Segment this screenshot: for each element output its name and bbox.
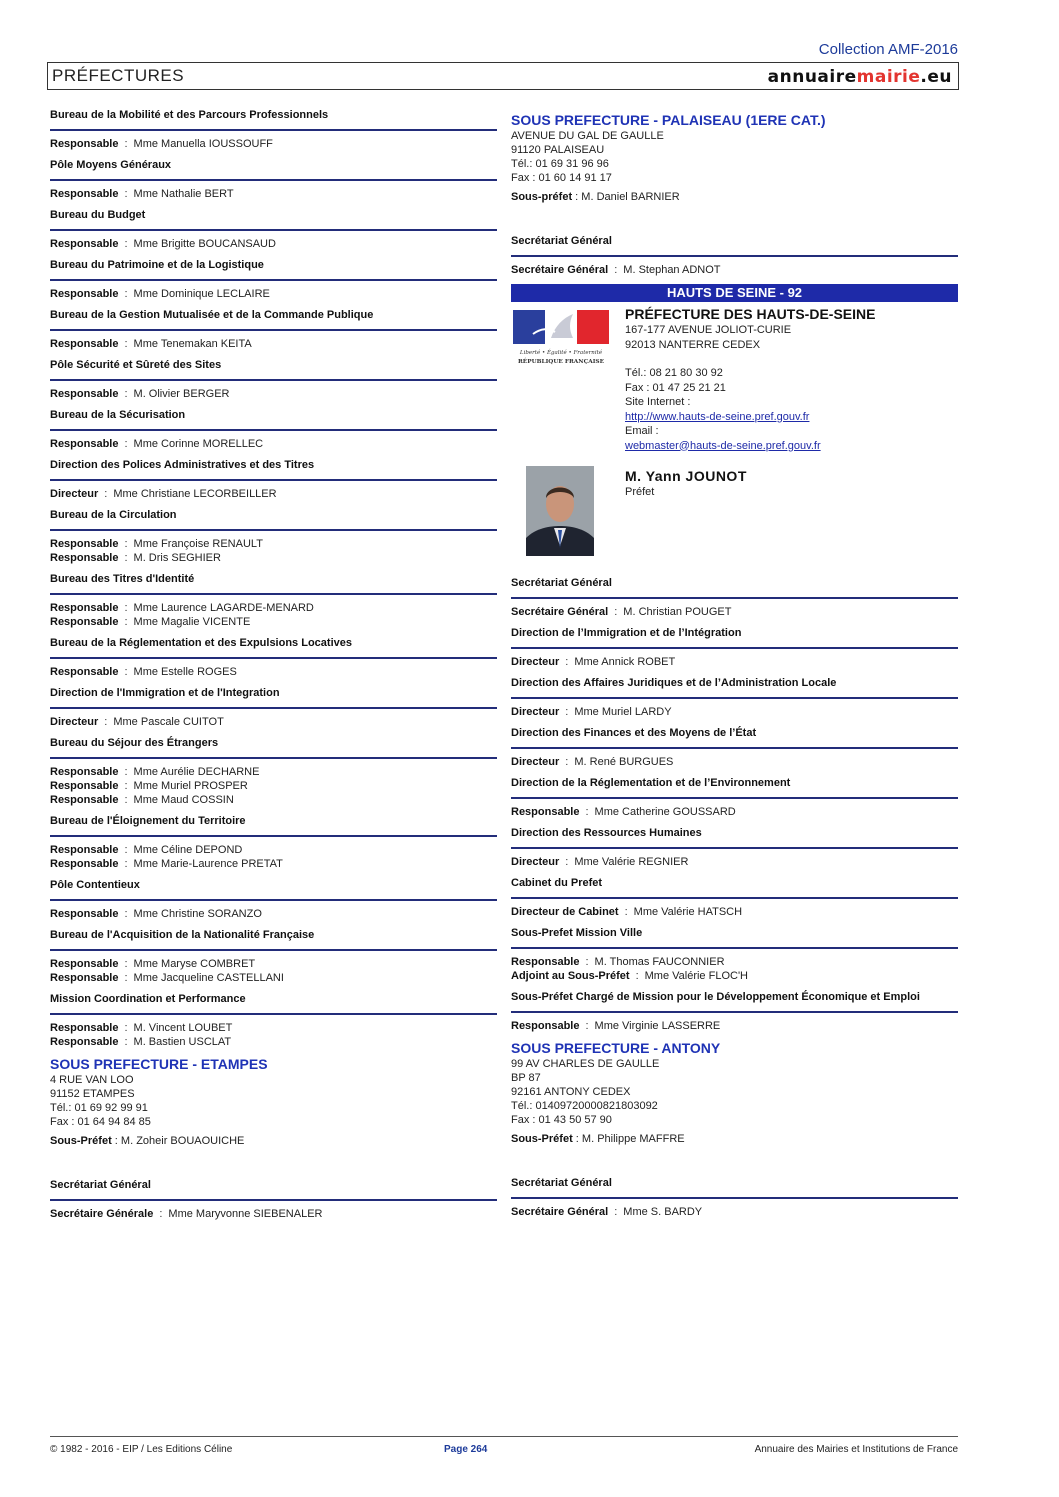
separator: :: [124, 908, 128, 920]
person-name: Mme Maryse COMBRET: [133, 958, 256, 970]
person-name: Mme Nathalie BERT: [133, 188, 234, 200]
person-name: Mme Tenemakan KEITA: [133, 338, 252, 350]
directory-section: [50, 736, 497, 807]
section-title: Bureau des Titres d'Identité: [50, 573, 195, 585]
separator: :: [159, 1208, 163, 1220]
footer-divider: [50, 1436, 958, 1437]
sub-prefecture-sections: [511, 1176, 958, 1219]
person-name: Mme Muriel PROSPER: [133, 780, 248, 792]
left-sections: [50, 108, 497, 1049]
section-divider: [50, 329, 497, 331]
sub-prefecture-sections: [50, 1178, 497, 1221]
separator: :: [614, 606, 618, 618]
directory-section: [511, 576, 958, 619]
section-divider: [50, 529, 497, 531]
section-divider: [50, 757, 497, 759]
person-name: Mme Manuella IOUSSOUFF: [133, 138, 273, 150]
directory-section: [50, 992, 497, 1049]
sous-prefet-role: Sous-préfet: [511, 191, 573, 203]
person-name: Mme Jacqueline CASTELLANI: [133, 972, 284, 984]
person-role: Adjoint au Sous-Préfet: [511, 970, 630, 982]
separator: :: [124, 388, 128, 400]
prefecture-tel: Tél.: 08 21 80 30 92: [625, 367, 723, 379]
address-line: 92161 ANTONY CEDEX: [511, 1086, 631, 1098]
section-title: Direction de l'Immigration et de l'Integration: [50, 687, 280, 699]
person-role: Responsable: [511, 806, 580, 818]
person-name: Mme Annick ROBET: [574, 656, 676, 668]
person-entry: [50, 237, 497, 251]
person-entry: [50, 337, 497, 351]
prefet-name: M. Yann JOUNOT: [625, 468, 747, 484]
section-divider: [50, 1013, 497, 1015]
person-role: Responsable: [50, 602, 119, 614]
directory-section: [50, 458, 497, 501]
section-divider: [50, 479, 497, 481]
section-title: Sous-Prefet Mission Ville: [511, 927, 643, 939]
separator: :: [614, 264, 618, 276]
section-divider: [511, 747, 958, 749]
person-entry: [511, 263, 958, 277]
person-role: Responsable: [50, 780, 119, 792]
separator: :: [585, 1020, 589, 1032]
sous-prefet-line: [50, 1134, 497, 1148]
site-logo[interactable]: [768, 67, 952, 87]
section-title: Direction de l’Immigration et de l’Intégration: [511, 627, 742, 639]
section-title: Bureau de l'Acquisition de la Nationalité Française: [50, 929, 315, 941]
directory-section: [50, 928, 497, 985]
person-entry: [511, 1205, 958, 1219]
separator: :: [124, 188, 128, 200]
site-link[interactable]: http://www.hauts-de-seine.pref.gouv.fr: [625, 410, 810, 423]
directory-section: [50, 814, 497, 871]
address-line: AVENUE DU GAL DE GAULLE: [511, 130, 664, 142]
directory-section: [50, 686, 497, 729]
sous-prefet-role: Sous-Préfet: [511, 1133, 573, 1145]
section-divider: [50, 899, 497, 901]
logo-annuaire: annuaire: [767, 67, 857, 87]
person-name: Mme Catherine GOUSSARD: [594, 806, 736, 818]
separator: :: [124, 858, 128, 870]
person-role: Responsable: [50, 1036, 119, 1048]
sous-prefet-role: Sous-Préfet: [50, 1135, 112, 1147]
person-entry: [511, 969, 958, 983]
prefecture-fax: Fax : 01 47 25 21 21: [625, 381, 726, 394]
address-line: Fax : 01 60 14 91 17: [511, 172, 612, 184]
person-role: Responsable: [50, 538, 119, 550]
person-role: Responsable: [50, 794, 119, 806]
section-divider: [50, 279, 497, 281]
directory-section: [50, 358, 497, 401]
section-title: Secrétariat Général: [511, 235, 612, 247]
section-title: Bureau de la Sécurisation: [50, 409, 186, 421]
separator: :: [124, 1022, 128, 1034]
sub-prefecture-title: SOUS PREFECTURE - PALAISEAU (1ERE CAT.): [511, 112, 826, 128]
person-entry: [50, 857, 497, 871]
person-entry: [511, 905, 958, 919]
prefecture-name: PRÉFECTURE DES HAUTS-DE-SEINE: [625, 306, 876, 322]
separator: :: [124, 780, 128, 792]
separator: :: [124, 766, 128, 778]
person-name: M. Stephan ADNOT: [623, 264, 721, 276]
section-divider: [511, 797, 958, 799]
sous-prefet-name: : M. Zoheir BOUAOUICHE: [111, 1135, 245, 1147]
directory-section: [511, 1176, 958, 1219]
person-name: Mme Valérie REGNIER: [574, 856, 689, 868]
person-name: Mme Christiane LECORBEILLER: [113, 488, 277, 500]
person-entry: [50, 779, 497, 793]
marianne-logo-icon: [511, 308, 611, 368]
section-divider: [511, 1011, 958, 1013]
section-title: Pôle Moyens Généraux: [50, 159, 172, 171]
person-role: Responsable: [50, 338, 119, 350]
person-entry: [511, 655, 958, 669]
section-divider: [50, 129, 497, 131]
prefet-photo: [526, 466, 594, 556]
section-divider: [50, 657, 497, 659]
person-role: Directeur: [511, 656, 560, 668]
separator: :: [124, 844, 128, 856]
person-name: Mme Dominique LECLAIRE: [133, 288, 270, 300]
section-title: Direction des Ressources Humaines: [511, 827, 702, 839]
person-name: M. Vincent LOUBET: [133, 1022, 233, 1034]
section-divider: [511, 847, 958, 849]
person-role: Secrétaire Générale: [50, 1208, 154, 1220]
site-label: Site Internet :: [625, 396, 691, 408]
sous-prefet-name: : M. Daniel BARNIER: [572, 191, 680, 203]
section-divider: [511, 697, 958, 699]
person-role: Responsable: [50, 858, 119, 870]
person-name: Mme Virginie LASSERRE: [594, 1020, 721, 1032]
prefecture-address-2: 92013 NANTERRE CEDEX: [625, 338, 761, 351]
prefecture-block: [511, 306, 958, 576]
section-divider: [511, 897, 958, 899]
separator: :: [124, 288, 128, 300]
separator: :: [565, 706, 569, 718]
section-divider: [50, 707, 497, 709]
separator: :: [124, 794, 128, 806]
section-title: Direction des Affaires Juridiques et de l’Administration Locale: [511, 677, 837, 689]
person-role: Responsable: [50, 138, 119, 150]
directory-section: [50, 508, 497, 565]
separator: :: [565, 756, 569, 768]
directory-section: [511, 234, 958, 277]
directory-section: [50, 208, 497, 251]
email-label: Email :: [625, 425, 659, 437]
person-role: Responsable: [511, 1020, 580, 1032]
page-number: Page 264: [444, 1444, 488, 1455]
person-name: M. Christian POUGET: [623, 606, 732, 618]
section-divider: [511, 647, 958, 649]
directory-section: [511, 626, 958, 669]
person-entry: [50, 793, 497, 807]
section-title: Pôle Sécurité et Sûreté des Sites: [50, 359, 222, 371]
section-title: Bureau de la Circulation: [50, 509, 177, 521]
person-role: Responsable: [50, 616, 119, 628]
address-line: 91152 ETAMPES: [50, 1088, 135, 1100]
directory-section: [50, 108, 497, 151]
sous-prefet-line: [511, 1132, 958, 1146]
person-entry: [50, 287, 497, 301]
section-title: Cabinet du Prefet: [511, 877, 603, 889]
person-name: Mme Laurence LAGARDE-MENARD: [133, 602, 314, 614]
separator: :: [124, 972, 128, 984]
separator: :: [124, 602, 128, 614]
collection-label: Collection AMF-2016: [818, 41, 958, 58]
directory-section: [50, 1178, 497, 1221]
section-divider: [50, 379, 497, 381]
person-role: Directeur: [50, 716, 99, 728]
separator: :: [124, 338, 128, 350]
directory-section: [50, 572, 497, 629]
separator: :: [124, 1036, 128, 1048]
person-entry: [511, 605, 958, 619]
separator: :: [124, 616, 128, 628]
person-entry: [50, 487, 497, 501]
section-title: Mission Coordination et Performance: [50, 993, 246, 1005]
person-name: Mme Françoise RENAULT: [133, 538, 263, 550]
footer-copyright: © 1982 - 2016 - EIP / Les Editions Céline: [50, 1444, 233, 1455]
page-header: [47, 62, 959, 90]
person-name: M. Thomas FAUCONNIER: [594, 956, 725, 968]
person-entry: [50, 957, 497, 971]
sub-prefecture-title: SOUS PREFECTURE - ANTONY: [511, 1040, 721, 1056]
person-entry: [50, 907, 497, 921]
address-line: Tél.: 01 69 92 99 91: [50, 1102, 148, 1114]
person-name: Mme Valérie HATSCH: [633, 906, 743, 918]
person-entry: [511, 855, 958, 869]
person-role: Responsable: [50, 238, 119, 250]
person-entry: [50, 137, 497, 151]
directory-section: [50, 636, 497, 679]
section-divider: [50, 949, 497, 951]
person-name: Mme Pascale CUITOT: [113, 716, 224, 728]
person-role: Directeur de Cabinet: [511, 906, 619, 918]
person-role: Responsable: [50, 438, 119, 450]
person-entry: [50, 1035, 497, 1049]
right-sections: [511, 576, 958, 1033]
person-role: Responsable: [50, 552, 119, 564]
address-line: 99 AV CHARLES DE GAULLE: [511, 1058, 660, 1070]
person-role: Responsable: [50, 972, 119, 984]
address-line: Tél.: 01 69 31 96 96: [511, 158, 609, 170]
section-divider: [50, 835, 497, 837]
sous-prefet-line: [511, 190, 958, 204]
person-role: Responsable: [50, 958, 119, 970]
person-entry: [50, 765, 497, 779]
person-entry: [50, 437, 497, 451]
sub-prefecture-address: [50, 1073, 497, 1129]
separator: :: [624, 906, 628, 918]
directory-section: [511, 776, 958, 819]
person-entry: [50, 665, 497, 679]
section-title: Direction des Finances et des Moyens de l’État: [511, 727, 757, 739]
person-entry: [50, 551, 497, 565]
section-title: Secrétariat Général: [511, 1177, 612, 1189]
person-role: Directeur: [511, 706, 560, 718]
person-entry: [511, 805, 958, 819]
section-title: Bureau de l'Éloignement du Territoire: [50, 815, 246, 827]
logo-eu: .eu: [920, 67, 952, 87]
marianne-caption-1: Liberté • Égalité • Fraternité: [519, 350, 603, 356]
separator: :: [124, 138, 128, 150]
person-role: Responsable: [511, 956, 580, 968]
person-name: Mme Corinne MORELLEC: [133, 438, 264, 450]
sous-prefet-name: : M. Philippe MAFFRE: [572, 1133, 685, 1145]
person-entry: [50, 187, 497, 201]
address-line: Fax : 01 64 94 84 85: [50, 1116, 151, 1128]
person-entry: [511, 705, 958, 719]
logo-mairie: mairie: [856, 67, 921, 87]
directory-section: [50, 258, 497, 301]
section-divider: [511, 255, 958, 257]
person-role: Responsable: [50, 288, 119, 300]
person-role: Responsable: [50, 388, 119, 400]
separator: :: [565, 856, 569, 868]
person-name: Mme Marie-Laurence PRETAT: [133, 858, 283, 870]
person-role: Responsable: [50, 666, 119, 678]
section-divider: [511, 597, 958, 599]
sub-prefecture-title: SOUS PREFECTURE - ETAMPES: [50, 1056, 268, 1072]
person-name: Mme Aurélie DECHARNE: [133, 766, 260, 778]
person-role: Directeur: [511, 856, 560, 868]
person-entry: [50, 1021, 497, 1035]
section-title: Sous-Préfet Chargé de Mission pour le Développement Économique et Emploi: [511, 991, 920, 1003]
section-divider: [50, 593, 497, 595]
separator: :: [124, 666, 128, 678]
section-title: Bureau de la Réglementation et des Expulsions Locatives: [50, 637, 352, 649]
section-divider: [511, 947, 958, 949]
address-line: Tél.: 01409720000821803092: [511, 1100, 658, 1112]
person-name: M. René BURGUES: [574, 756, 674, 768]
section-title: Direction des Polices Administratives et des Titres: [50, 459, 315, 471]
separator: :: [104, 716, 108, 728]
person-role: Directeur: [511, 756, 560, 768]
person-name: Mme Estelle ROGES: [133, 666, 237, 678]
person-entry: [50, 715, 497, 729]
directory-section: [511, 676, 958, 719]
person-role: Secrétaire Général: [511, 264, 609, 276]
section-title: PRÉFECTURES: [52, 66, 185, 85]
section-divider: [50, 179, 497, 181]
footer-publication: Annuaire des Mairies et Institutions de France: [754, 1444, 958, 1455]
separator: :: [635, 970, 639, 982]
separator: :: [124, 238, 128, 250]
person-name: Mme Magalie VICENTE: [133, 616, 251, 628]
person-role: Responsable: [50, 766, 119, 778]
person-name: Mme S. BARDY: [623, 1206, 703, 1218]
person-name: M. Dris SEGHIER: [133, 552, 221, 564]
person-name: Mme Valérie FLOC'H: [644, 970, 748, 982]
address-line: 91120 PALAISEAU: [511, 144, 605, 156]
section-title: Pôle Contentieux: [50, 879, 140, 891]
section-title: Bureau du Patrimoine et de la Logistique: [50, 259, 264, 271]
person-role: Responsable: [50, 188, 119, 200]
section-title: Bureau de la Mobilité et des Parcours Professionnels: [50, 109, 329, 121]
separator: :: [124, 438, 128, 450]
person-name: Mme Céline DEPOND: [133, 844, 243, 856]
person-entry: [50, 1207, 497, 1221]
person-name: Mme Muriel LARDY: [574, 706, 672, 718]
person-role: Responsable: [50, 1022, 119, 1034]
prefecture-details: [625, 306, 958, 453]
person-entry: [511, 1019, 958, 1033]
sub-prefecture-address: [511, 129, 958, 185]
prefecture-address-1: 167-177 AVENUE JOLIOT-CURIE: [625, 324, 792, 336]
separator: :: [124, 958, 128, 970]
person-role: Secrétaire Général: [511, 606, 609, 618]
person-name: M. Olivier BERGER: [133, 388, 230, 400]
person-name: Mme Maryvonne SIEBENALER: [168, 1208, 323, 1220]
sub-prefecture-address: [511, 1057, 958, 1127]
directory-section: [511, 926, 958, 983]
directory-section: [50, 158, 497, 201]
department-banner: HAUTS DE SEINE - 92: [511, 284, 958, 302]
person-role: Secrétaire Général: [511, 1206, 609, 1218]
directory-section: [511, 990, 958, 1033]
section-divider: [50, 1199, 497, 1201]
section-title: Secrétariat Général: [511, 577, 612, 589]
person-entry: [50, 615, 497, 629]
person-name: Mme Christine SORANZO: [133, 908, 262, 920]
sub-prefecture-sections: [511, 234, 958, 277]
marianne-caption-2: RÉPUBLIQUE FRANÇAISE: [517, 359, 605, 365]
section-divider: [511, 1197, 958, 1199]
separator: :: [614, 1206, 618, 1218]
address-line: BP 87: [511, 1072, 541, 1084]
person-name: Mme Maud COSSIN: [133, 794, 234, 806]
right-column: [511, 108, 958, 1226]
section-divider: [50, 229, 497, 231]
address-line: Fax : 01 43 50 57 90: [511, 1114, 612, 1126]
person-entry: [50, 537, 497, 551]
person-entry: [50, 387, 497, 401]
separator: :: [585, 956, 589, 968]
directory-section: [511, 726, 958, 769]
person-entry: [50, 601, 497, 615]
directory-section: [511, 876, 958, 919]
person-role: Responsable: [50, 844, 119, 856]
person-name: M. Bastien USCLAT: [133, 1036, 232, 1048]
person-entry: [511, 955, 958, 969]
person-entry: [50, 843, 497, 857]
separator: :: [585, 806, 589, 818]
separator: :: [104, 488, 108, 500]
separator: :: [124, 552, 128, 564]
person-role: Responsable: [50, 908, 119, 920]
address-line: 4 RUE VAN LOO: [50, 1074, 134, 1086]
separator: :: [124, 538, 128, 550]
directory-section: [50, 308, 497, 351]
left-column: [50, 108, 497, 1228]
section-title: Bureau du Séjour des Étrangers: [50, 737, 219, 749]
prefet-title: Préfet: [625, 486, 655, 498]
person-name: Mme Brigitte BOUCANSAUD: [133, 238, 276, 250]
person-role: Directeur: [50, 488, 99, 500]
section-title: Bureau de la Gestion Mutualisée et de la Commande Publique: [50, 309, 374, 321]
separator: :: [565, 656, 569, 668]
person-entry: [511, 755, 958, 769]
directory-section: [50, 408, 497, 451]
section-title: Secrétariat Général: [50, 1179, 151, 1191]
section-divider: [50, 429, 497, 431]
person-entry: [50, 971, 497, 985]
section-title: Bureau du Budget: [50, 209, 146, 221]
section-title: Direction de la Réglementation et de l’Environnement: [511, 777, 791, 789]
directory-section: [511, 826, 958, 869]
directory-section: [50, 878, 497, 921]
email-link[interactable]: webmaster@hauts-de-seine.pref.gouv.fr: [625, 439, 821, 452]
